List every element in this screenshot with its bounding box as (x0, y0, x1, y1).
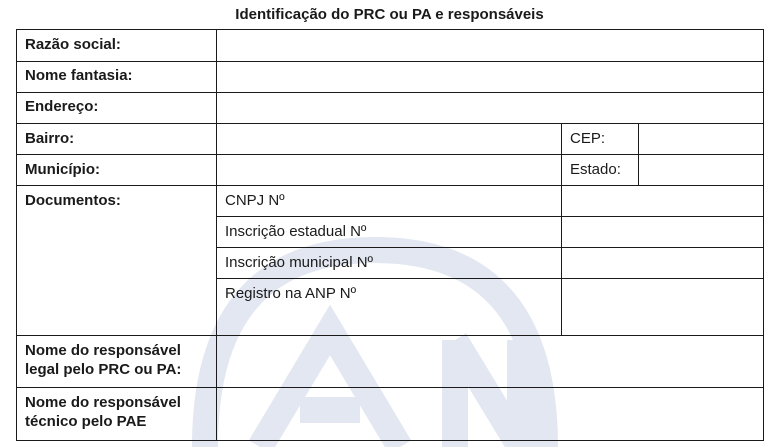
label-documentos: Documentos: (25, 192, 121, 209)
label-responsavel-legal-line2: legal pelo PRC ou PA: (25, 361, 182, 378)
label-inscricao-estadual: Inscrição estadual Nº (225, 223, 367, 240)
label-estado: Estado: (570, 161, 621, 178)
label-endereco: Endereço: (25, 98, 99, 115)
nome-fantasia-field[interactable] (217, 62, 763, 92)
label-cnpj: CNPJ Nº (225, 192, 285, 209)
border-bottom (16, 440, 764, 441)
razao-social-field[interactable] (217, 30, 763, 61)
responsavel-legal-field[interactable] (217, 336, 763, 387)
inscricao-estadual-field[interactable] (562, 217, 763, 247)
label-responsavel-tecnico-line2: técnico pelo PAE (25, 413, 147, 430)
label-registro-anp: Registro na ANP Nº (225, 285, 357, 302)
label-cep: CEP: (570, 130, 606, 147)
endereco-field[interactable] (217, 93, 763, 123)
estado-field[interactable] (639, 155, 763, 185)
inscricao-municipal-field[interactable] (562, 248, 763, 278)
responsavel-tecnico-field[interactable] (217, 388, 763, 440)
form-title: Identificação do PRC ou PA e responsáveis (235, 6, 544, 23)
border-right (763, 29, 764, 441)
cnpj-field[interactable] (562, 186, 763, 216)
registro-anp-field[interactable] (562, 279, 763, 335)
municipio-field[interactable] (217, 155, 561, 185)
label-municipio: Município: (25, 161, 100, 178)
bairro-field[interactable] (217, 124, 561, 154)
label-responsavel-tecnico-line1: Nome do responsável (25, 394, 181, 411)
cep-field[interactable] (639, 124, 763, 154)
label-bairro: Bairro: (25, 130, 75, 147)
label-inscricao-municipal: Inscrição municipal Nº (225, 254, 374, 271)
label-razao-social: Razão social: (25, 36, 121, 53)
label-nome-fantasia: Nome fantasia: (25, 67, 133, 84)
label-responsavel-legal-line1: Nome do responsável (25, 342, 181, 359)
